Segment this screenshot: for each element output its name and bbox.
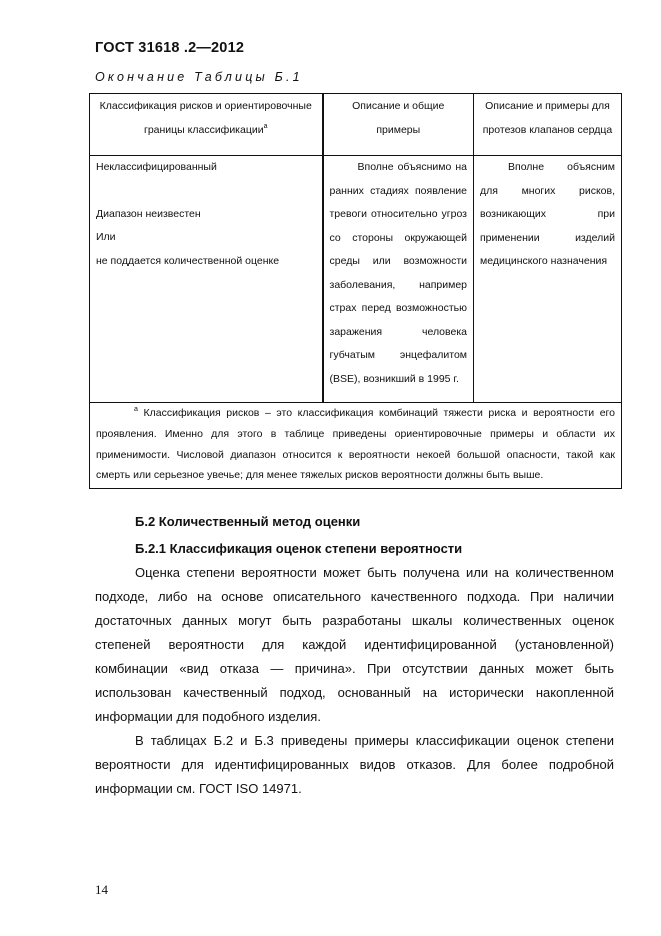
cell-line-or: Или — [96, 231, 116, 243]
cell-description — [323, 156, 474, 403]
cell-classification — [90, 156, 323, 403]
cell-heart-valves-text: Вполне объясним для многих рисков, возникающих при применении изделий медицинского назначения — [480, 161, 615, 267]
footnote-mark: a — [134, 406, 138, 413]
header-cell-description: Описание и общие примеры — [323, 94, 474, 156]
cell-heart-valves — [474, 156, 622, 403]
table-header-row — [90, 94, 622, 156]
document-code: ГОСТ 31618 .2—2012 — [95, 40, 245, 56]
header-classification-text: Классификация рисков и ориентировочные границы классификации — [99, 100, 312, 136]
header-cell-classification — [90, 94, 323, 156]
page-number: 14 — [95, 882, 108, 897]
classification-table — [89, 93, 622, 489]
header-footnote-mark: a — [263, 122, 268, 130]
table-footnote-row — [90, 403, 622, 489]
cell-line-unclassified: Неклассифицированный — [96, 161, 217, 173]
section-b2 — [95, 510, 614, 801]
cell-line-not-quantifiable: не поддается количественной оценке — [96, 254, 280, 267]
body-paragraph: Оценка степени вероятности может быть получена или на количественном подходе, либо на основе описательного качественного подхода. При наличии достаточных данных могут быть разработаны шкалы количественных оценок степеней вероятности для каждой идентифицированной (установленной) комбинации «вид отказа — причина». При отсутствии данных может быть использован качественный подход, основанный на исторически накопленной информации для подобного изделия. — [95, 565, 614, 724]
table-row — [90, 156, 622, 403]
section-heading: Б.2 Количественный метод оценки — [135, 514, 361, 529]
table-caption: Окончание Таблицы Б.1 — [95, 70, 303, 84]
footnote-text: Классификация рисков – это классификация комбинаций тяжести риска и вероятности его проявления. Именно для этого в таблице приведены ориентировочные примеры и области их применимости. Числовой диапазон относится к вероятности некоей большой опасности, такой как смерть или серьезное увечье; для менее тяжелых рисков вероятности должны быть выше. — [96, 407, 615, 482]
table-footnote — [90, 403, 622, 489]
cell-description-text: Вполне объяснимо на ранних стадиях появление тревоги относительно угроз со стороны окружающей среды или возможности заболевания, например страх перед возможностью заражения человека губчатым энцефалитом (BSE), возникший в 1995 г. — [329, 161, 467, 385]
subsection-heading: Б.2.1 Классификация оценок степени вероятности — [135, 541, 463, 556]
body-paragraph: В таблицах Б.2 и Б.3 приведены примеры классификации оценок степени вероятности для идентифицированных видов отказов. Для более подробной информации см. ГОСТ ISO 14971. — [95, 733, 614, 796]
cell-line-range-unknown: Диапазон неизвестен — [96, 207, 201, 220]
header-cell-heart-valves: Описание и примеры для протезов клапанов сердца — [474, 94, 622, 156]
